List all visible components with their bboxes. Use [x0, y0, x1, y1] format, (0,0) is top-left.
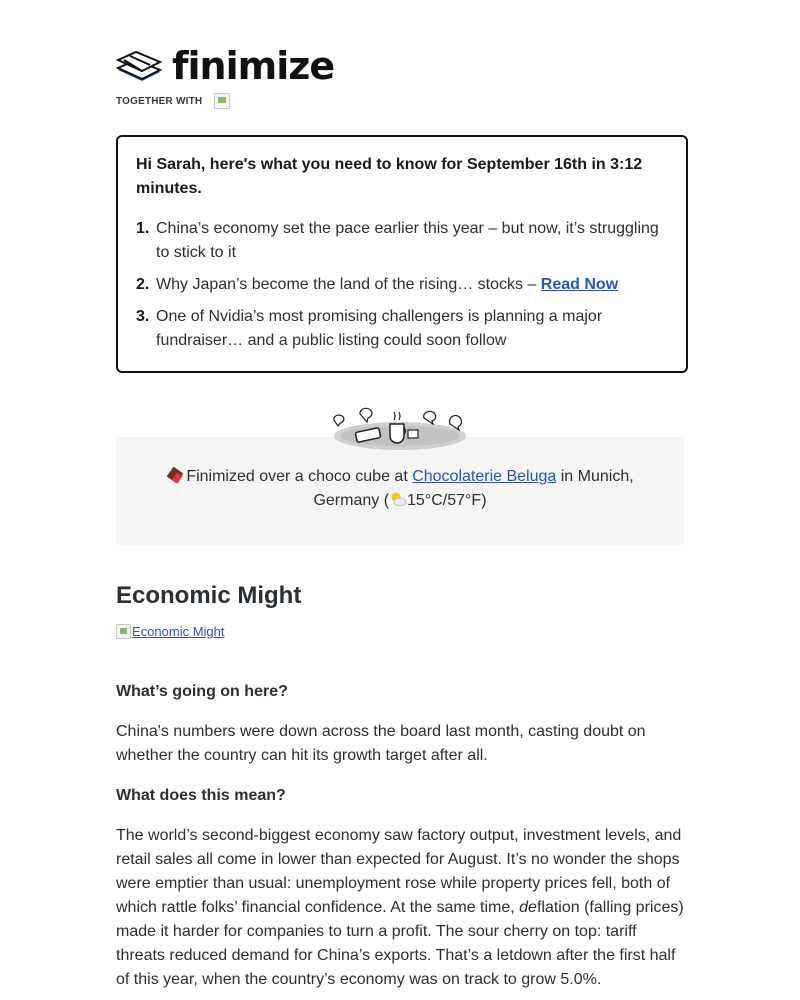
location-prefix: Finimized over a choco cube at — [186, 468, 413, 485]
together-with-label: TOGETHER WITH — [116, 95, 203, 107]
brand-name: finimize — [172, 44, 335, 88]
location-section — [116, 406, 684, 545]
brand-header[interactable] — [116, 46, 334, 86]
article-image-link[interactable] — [116, 624, 224, 639]
greeting-date: September 16th — [466, 156, 588, 173]
headline-item — [136, 273, 668, 297]
read-time: 3:12 — [610, 156, 643, 173]
headline-list — [136, 217, 668, 353]
weather-reading: 15°C/57°F) — [407, 492, 487, 509]
headline-text: China’s economy set the pace earlier this year – but now, it’s struggling to stick to it — [156, 220, 659, 261]
chocolaterie-link[interactable]: Chocolaterie Beluga — [412, 468, 557, 485]
question-heading: What’s going on here? — [116, 683, 288, 700]
headline-item — [136, 217, 668, 265]
headline-text-wrap — [156, 273, 618, 297]
paragraph-part: The world’s second-biggest economy saw factory output, investment levels, and retail sales all come in lower than expected for August. It’s no wonder the shops were emptier than usual: unemployment rose while property prices fell, both of which rattle folks’ financial confidence. At the same time, — [116, 827, 682, 916]
article-paragraph — [116, 824, 684, 992]
greeting-prefix: Hi Sarah, here's what you need to know for — [136, 156, 467, 173]
article-paragraph: China's numbers were down across the board last month, casting doubt on whether the country can hit its growth target after all. — [116, 723, 646, 764]
paragraph-part: flation (falling prices) made it harder for companies to turn a profit. The sour cherry on top: tariff threats reduced demand for China’s exports. That’s a letdown after the first half of this year, when the country’s economy was on track to grow 5.0%. — [116, 899, 684, 988]
cafe-illustration-icon — [328, 406, 472, 458]
article-title: Economic Might — [116, 582, 302, 609]
headline-text: Why Japan’s become the land of the rising… stocks – — [156, 276, 541, 293]
partner-logo-image[interactable] — [214, 93, 230, 109]
greeting — [136, 153, 668, 201]
sponsor-line — [116, 93, 230, 109]
daily-summary-box — [116, 135, 688, 373]
article-image-alt: Economic Might — [132, 624, 225, 639]
headline-number: 2. — [136, 276, 150, 293]
broken-image-icon — [116, 624, 131, 639]
location-mid: in Munich, Germany ( — [313, 468, 634, 509]
chocolate-icon — [166, 467, 184, 483]
greeting-suffix: minutes. — [136, 180, 202, 197]
emphasis: de — [519, 899, 537, 916]
question-heading: What does this mean? — [116, 787, 286, 804]
greeting-mid: in — [587, 156, 611, 173]
read-now-link[interactable]: Read Now — [540, 276, 619, 293]
headline-item — [136, 305, 668, 353]
headline-number: 1. — [136, 220, 150, 237]
finimize-logo-icon — [116, 48, 162, 84]
sun-behind-cloud-icon — [389, 491, 407, 507]
headline-text: One of Nvidia’s most promising challengers is planning a major fundraiser… and a public listing could soon follow — [156, 308, 603, 349]
headline-number: 3. — [136, 308, 150, 325]
